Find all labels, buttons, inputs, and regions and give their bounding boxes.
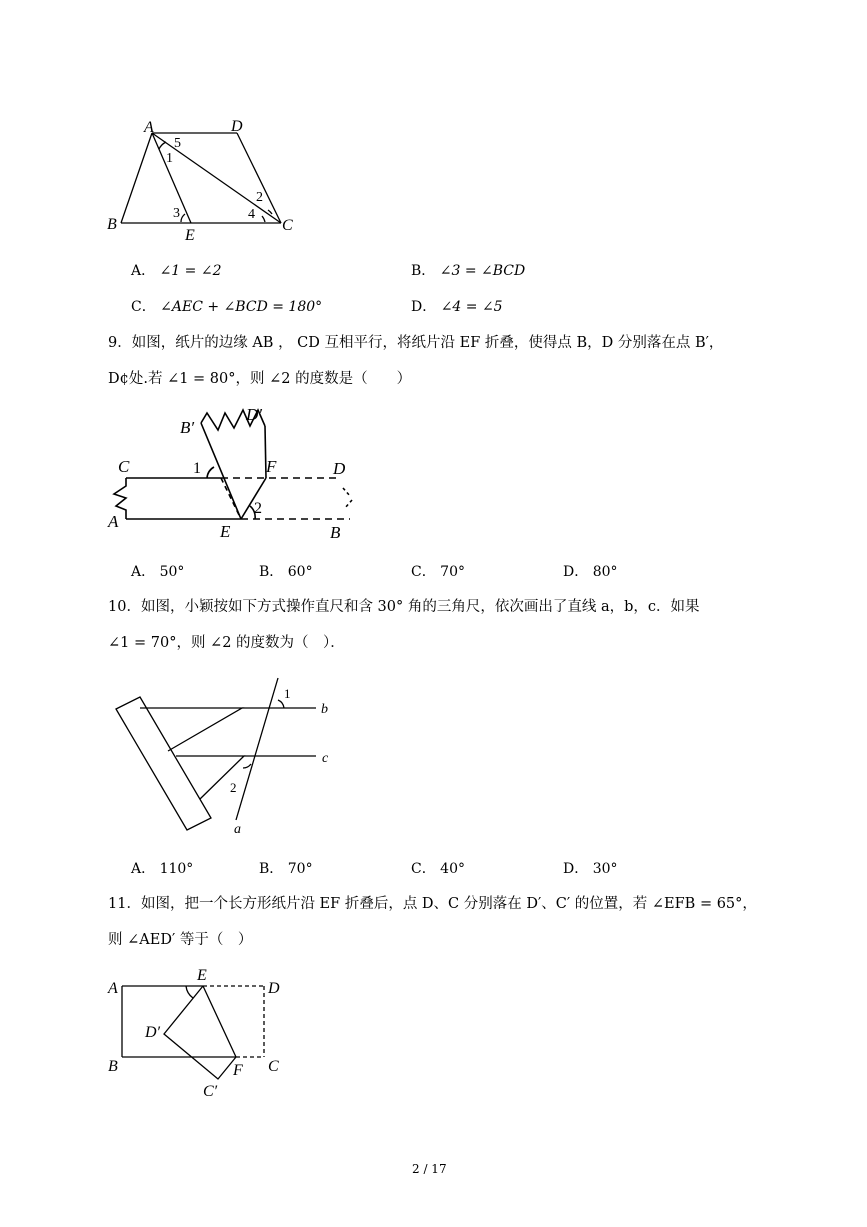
q10-angle-2: 2 xyxy=(230,780,237,795)
q9-label-B: B xyxy=(330,523,341,542)
q9-angle-1: 1 xyxy=(193,460,201,477)
option-text: 110° xyxy=(159,861,194,877)
q9-question-line2: D¢处.若 ∠1 = 80°，则 ∠2 的度数是（ ） xyxy=(108,371,412,387)
option-letter: D． xyxy=(411,299,437,315)
q10-label-b: b xyxy=(321,702,328,717)
q11-label-D: D xyxy=(268,980,280,997)
option-letter: C． xyxy=(411,564,436,580)
option-text: 70° xyxy=(287,861,313,877)
q8-label-C: C xyxy=(282,217,293,234)
q8-label-D: D xyxy=(231,118,243,135)
q8-label-E: E xyxy=(185,227,195,244)
option-text: ∠1 = ∠2 xyxy=(159,263,222,279)
q10-label-a: a xyxy=(234,822,241,837)
q9-label-F: F xyxy=(266,457,277,476)
q8-angle-5: 5 xyxy=(174,136,181,151)
option-text: 50° xyxy=(159,564,185,580)
q11-label-Cprime: C′ xyxy=(203,1083,218,1100)
option-letter: C． xyxy=(411,861,436,877)
q10-question-line2: ∠1 = 70°，则 ∠2 的度数为（ ）． xyxy=(108,635,345,651)
q9-question-line1: 9．如图，纸片的边缘 AB ， CD 互相平行，将纸片沿 EF 折叠，使得点 B，D 分别落在点 B′， xyxy=(108,335,724,351)
option-letter: D． xyxy=(563,861,589,877)
option-text: ∠AEC + ∠BCD = 180° xyxy=(160,299,323,315)
q8-angle-4: 4 xyxy=(248,207,255,222)
q9-label-A: A xyxy=(108,512,119,531)
option-letter: A． xyxy=(131,564,156,580)
q11-label-F: F xyxy=(233,1062,243,1079)
q9-label-C: C xyxy=(118,457,130,476)
q9-label-D: D xyxy=(333,459,346,478)
q8-label-A: A xyxy=(144,119,154,136)
option-text: ∠4 = ∠5 xyxy=(440,299,503,315)
option-text: ∠3 = ∠BCD xyxy=(439,263,526,279)
option-letter: A． xyxy=(131,861,156,877)
q10-question-line1: 10．如图，小颖按如下方式操作直尺和含 30° 角的三角尺，依次画出了直线 a，b，c．如果 xyxy=(108,599,700,615)
option-letter: C． xyxy=(131,299,156,315)
q11-label-C: C xyxy=(268,1058,279,1075)
q8-angle-3: 3 xyxy=(173,206,180,221)
q9-label-Bprime: B′ xyxy=(180,418,195,437)
option-text: 40° xyxy=(440,861,465,877)
option-text: 60° xyxy=(287,564,313,580)
option-letter: B． xyxy=(259,861,284,877)
q11-label-B: B xyxy=(108,1058,118,1075)
option-letter: B． xyxy=(411,263,436,279)
q11-question-line1: 11．如图，把一个长方形纸片沿 EF 折叠后，点 D、C 分别落在 D′、C′ 的位置，若 ∠EFB = 65°， xyxy=(108,896,757,912)
q10-angle-1: 1 xyxy=(284,686,291,701)
q10-label-c: c xyxy=(322,751,329,766)
q9-label-E: E xyxy=(220,522,231,541)
page-number: 2 / 17 xyxy=(412,1162,447,1176)
q11-label-E: E xyxy=(197,967,207,984)
option-text: 70° xyxy=(440,564,465,580)
option-text: 80° xyxy=(592,564,618,580)
q9-label-Dprime: D′ xyxy=(246,405,262,424)
q8-angle-1: 1 xyxy=(166,151,173,166)
option-letter: A． xyxy=(131,263,156,279)
q8-angle-2: 2 xyxy=(256,190,263,205)
q8-label-B: B xyxy=(107,216,117,233)
q11-question-line2: 则 ∠AED′ 等于（ ） xyxy=(108,932,253,948)
q11-label-A: A xyxy=(108,980,118,997)
q11-label-Dprime: D′ xyxy=(145,1024,161,1041)
option-letter: D． xyxy=(563,564,589,580)
option-letter: B． xyxy=(259,564,284,580)
option-text: 30° xyxy=(592,861,618,877)
q9-angle-2: 2 xyxy=(254,500,262,517)
